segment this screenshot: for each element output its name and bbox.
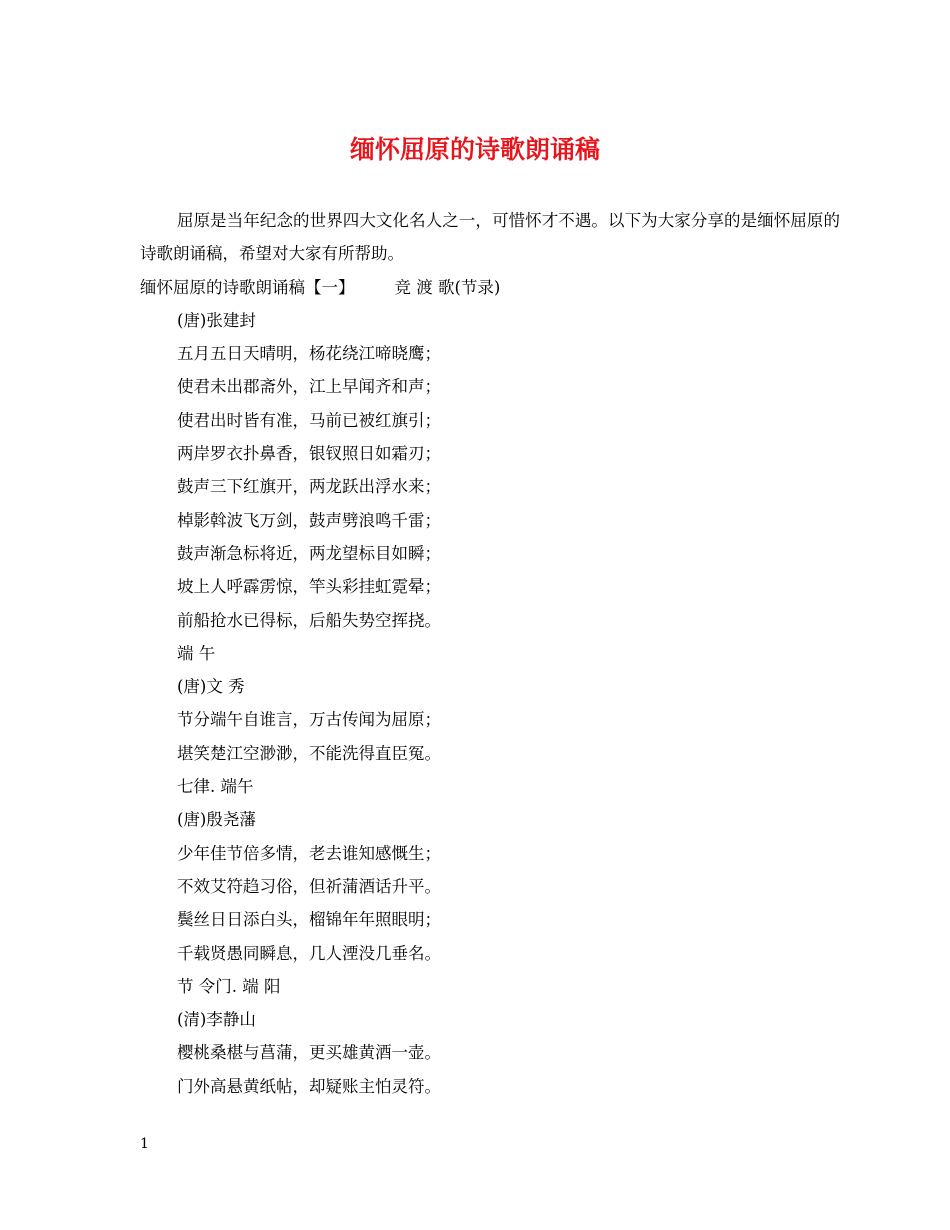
- poem-line: 不效艾符趋习俗，但祈蒲酒话升平。: [177, 876, 441, 896]
- section-heading-line: [140, 271, 840, 304]
- poem-line: 鼓声渐急标将近，两龙望标目如瞬；: [177, 543, 441, 563]
- document-title: 缅怀屈原的诗歌朗诵稿: [349, 135, 600, 164]
- poem-line: 使君出时皆有准，马前已被红旗引；: [177, 410, 441, 430]
- poem-line: 鼓声三下红旗开，两龙跃出浮水来；: [177, 477, 441, 497]
- poem-line: 五月五日天晴明，杨花绕江啼晓鹰；: [177, 344, 441, 364]
- poem-line: 樱桃桑椹与菖蒲，更买雄黄酒一壶。: [177, 1043, 441, 1063]
- poem-line: 鬓丝日日添白头，榴锦年年照眼明；: [177, 910, 441, 930]
- poem-line: (唐)张建封: [177, 310, 256, 330]
- poem-title: 端 午: [177, 643, 216, 663]
- poem-line: 堪笑楚江空渺渺，不能洗得直臣冤。: [177, 743, 441, 763]
- poem-line: 少年佳节倍多情，老去谁知感慨生；: [177, 843, 441, 863]
- poem-line: 两岸罗衣扑鼻香，银钗照日如霜刃；: [177, 444, 441, 464]
- intro-paragraph: 屈原是当年纪念的世界四大文化名人之一，可惜怀才不遇。以下为大家分享的是缅怀屈原的诗歌朗诵稿，希望对大家有所帮助。: [140, 211, 840, 264]
- poem-line: 节分端午自谁言，万古传闻为屈原；: [177, 710, 441, 730]
- document-body: [140, 204, 840, 1103]
- poem-line: 棹影斡波飞万剑，鼓声劈浪鸣千雷；: [177, 510, 441, 530]
- section-heading: 缅怀屈原的诗歌朗诵稿【一】: [140, 277, 355, 297]
- poem-author: (清)李静山: [177, 1010, 256, 1030]
- poem-line: 千载贤愚同瞬息，几人湮没几垂名。: [177, 943, 441, 963]
- poem-line: 使君未出郡斋外，江上早闻齐和声；: [177, 377, 441, 397]
- poem-title: 竞 渡 歌(节录): [394, 277, 501, 297]
- poem-author: (唐)文 秀: [177, 677, 245, 697]
- poem-line: 前船抢水已得标，后船失势空挥挠。: [177, 610, 441, 630]
- poem-title: 节 令门. 端 阳: [177, 976, 281, 996]
- poem-author: (唐)殷尧藩: [177, 810, 256, 830]
- poem-line: 门外高悬黄纸帖，却疑账主怕灵符。: [177, 1076, 441, 1096]
- poem-line: 坡上人呼霹雳惊，竿头彩挂虹霓晕；: [177, 577, 441, 597]
- poem-title: 七律. 端午: [177, 777, 254, 797]
- page-number: 1: [140, 1136, 149, 1152]
